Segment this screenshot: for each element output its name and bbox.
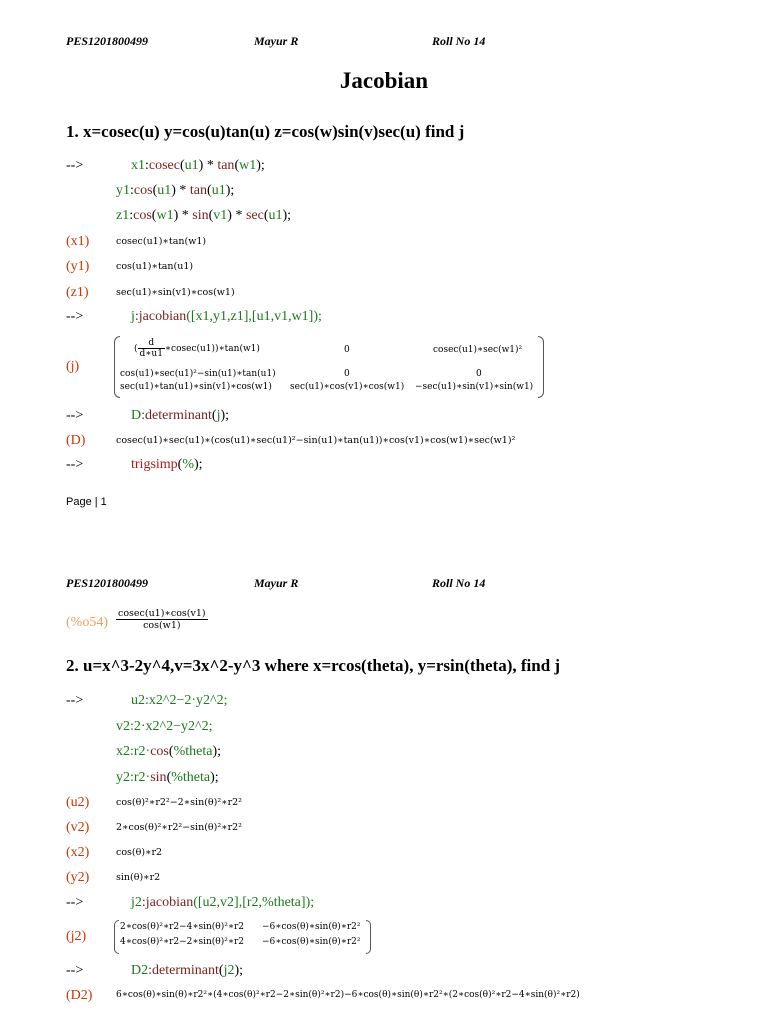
input-prompt: --> (66, 963, 84, 978)
input-v2[interactable]: v2:2·x2^2−y2^2; (116, 719, 213, 734)
output-o54: $\frac{cosec(u1)∗\cos(v1)}{\cos(w1)}$ (118, 608, 206, 631)
output-x1: cosec(u1)∗tan(w1) (116, 236, 207, 247)
output-y2: sin(θ)∗r2 (116, 872, 161, 883)
output-label-D: (D) (66, 433, 86, 448)
input-jacobian[interactable]: j:jacobian([x1,y1,z1],[u1,v1,w1]); (131, 309, 322, 324)
input-y1[interactable]: y1:cos(u1) * tan(u1); (116, 183, 235, 198)
question-1-heading: 1. x=cosec(u) y=cos(u)tan(u) z=cos(w)sin(v)sec(u) find j (66, 122, 465, 141)
output-D: cosec(u1)∗sec(u1)∗(cos(u1)∗sec(u1)²−sin(u1)∗tan(u1))∗cos(v1)∗cos(w1)∗sec(w1)² (116, 435, 516, 446)
output-v2: 2∗cos(θ)²∗r2²−sin(θ)²∗r2² (116, 822, 242, 833)
output-label-x2: (x2) (66, 845, 90, 860)
output-label-o54: (%o54) (66, 615, 108, 630)
input-prompt: --> (66, 408, 84, 423)
header-name: Mayur R (254, 576, 299, 590)
output-label-y1: (y1) (66, 259, 90, 274)
matrix2-cell-r2c1: 4∗cos(θ)²∗r2−2∗sin(θ)²∗r2 (120, 937, 244, 947)
input-jacobian-2[interactable]: j2:jacobian([u2,v2],[r2,%theta]); (131, 895, 315, 910)
matrix-cell-r1c1: ( $\frac{d}{d∗u1}$ ∗cosec(u1))∗tan(w1) (134, 338, 260, 359)
input-prompt: --> (66, 693, 84, 708)
input-determinant[interactable]: D:determinant(j); (131, 408, 230, 423)
input-determinant-2[interactable]: D2:determinant(j2); (131, 963, 244, 978)
output-label-y2: (y2) (66, 870, 90, 885)
matrix-cell-r2c3: 0 (476, 369, 482, 379)
input-y2[interactable]: y2:r2·sin(%theta); (116, 770, 219, 785)
matrix-cell-r3c1: sec(u1)∗tan(u1)∗sin(v1)∗cos(w1) (120, 382, 272, 392)
page-footer: Page | 1 (66, 496, 107, 508)
output-label-D2: (D2) (66, 988, 93, 1003)
matrix-cell-r1c3: cosec(u1)∗sec(w1)² (433, 345, 523, 355)
header-id: PES1201800499 (66, 576, 149, 590)
matrix2-cell-r2c2: −6∗cos(θ)∗sin(θ)∗r2² (262, 937, 361, 947)
input-prompt: --> (66, 457, 84, 472)
header-id: PES1201800499 (66, 34, 149, 48)
input-prompt: --> (66, 158, 84, 173)
header-roll: Roll No 14 (432, 576, 486, 590)
matrix2-cell-r1c1: 2∗cos(θ)²∗r2−4∗sin(θ)²∗r2 (120, 922, 244, 932)
output-label-z1: (z1) (66, 285, 89, 300)
input-prompt: --> (66, 309, 84, 324)
input-x1[interactable]: x1:cosec(u1) * tan(w1); (131, 158, 265, 173)
matrix2-right-bracket (366, 920, 371, 954)
output-u2: cos(θ)²∗r2²−2∗sin(θ)²∗r2² (116, 797, 242, 808)
header-roll: Roll No 14 (432, 34, 486, 48)
matrix2-cell-r1c2: −6∗cos(θ)∗sin(θ)∗r2² (262, 922, 361, 932)
input-z1[interactable]: z1:cos(w1) * sin(v1) * sec(u1); (116, 208, 292, 223)
output-label-j2: (j2) (66, 929, 87, 944)
input-x2[interactable]: x2:r2·cos(%theta); (116, 744, 221, 759)
output-D2: 6∗cos(θ)∗sin(θ)∗r2²∗(4∗cos(θ)²∗r2−2∗sin(θ)²∗r2)−6∗cos(θ)∗sin(θ)∗r2²∗(2∗cos(θ)²∗r2−4∗sin(θ)²∗r2) (116, 990, 580, 1000)
matrix2-left-bracket (114, 920, 119, 954)
matrix-cell-r3c3: −sec(u1)∗sin(v1)∗sin(w1) (415, 382, 534, 392)
matrix-cell-r3c2: sec(u1)∗cos(v1)∗cos(w1) (290, 382, 405, 392)
header-name: Mayur R (254, 34, 299, 48)
question-2-heading: 2. u=x^3-2y^4,v=3x^2-y^3 where x=rcos(theta), y=rsin(theta), find j (66, 656, 561, 675)
page-title: Jacobian (339, 68, 429, 93)
input-trigsimp[interactable]: trigsimp(%); (131, 457, 203, 472)
output-label-x1: (x1) (66, 234, 90, 249)
output-label-j: (j) (66, 359, 80, 374)
output-x2: cos(θ)∗r2 (116, 847, 163, 858)
output-y1: cos(u1)∗tan(u1) (116, 261, 194, 272)
output-z1: sec(u1)∗sin(v1)∗cos(w1) (116, 287, 235, 298)
input-prompt: --> (66, 895, 84, 910)
matrix-cell-r2c1: cos(u1)∗sec(u1)²−sin(u1)∗tan(u1) (120, 369, 276, 379)
output-label-v2: (v2) (66, 820, 90, 835)
matrix-right-bracket (538, 336, 544, 398)
output-label-u2: (u2) (66, 795, 90, 810)
matrix-cell-r2c2: 0 (344, 369, 350, 379)
matrix-cell-r1c2: 0 (344, 345, 350, 355)
input-u2[interactable]: u2:x2^2−2·y2^2; (131, 693, 228, 708)
